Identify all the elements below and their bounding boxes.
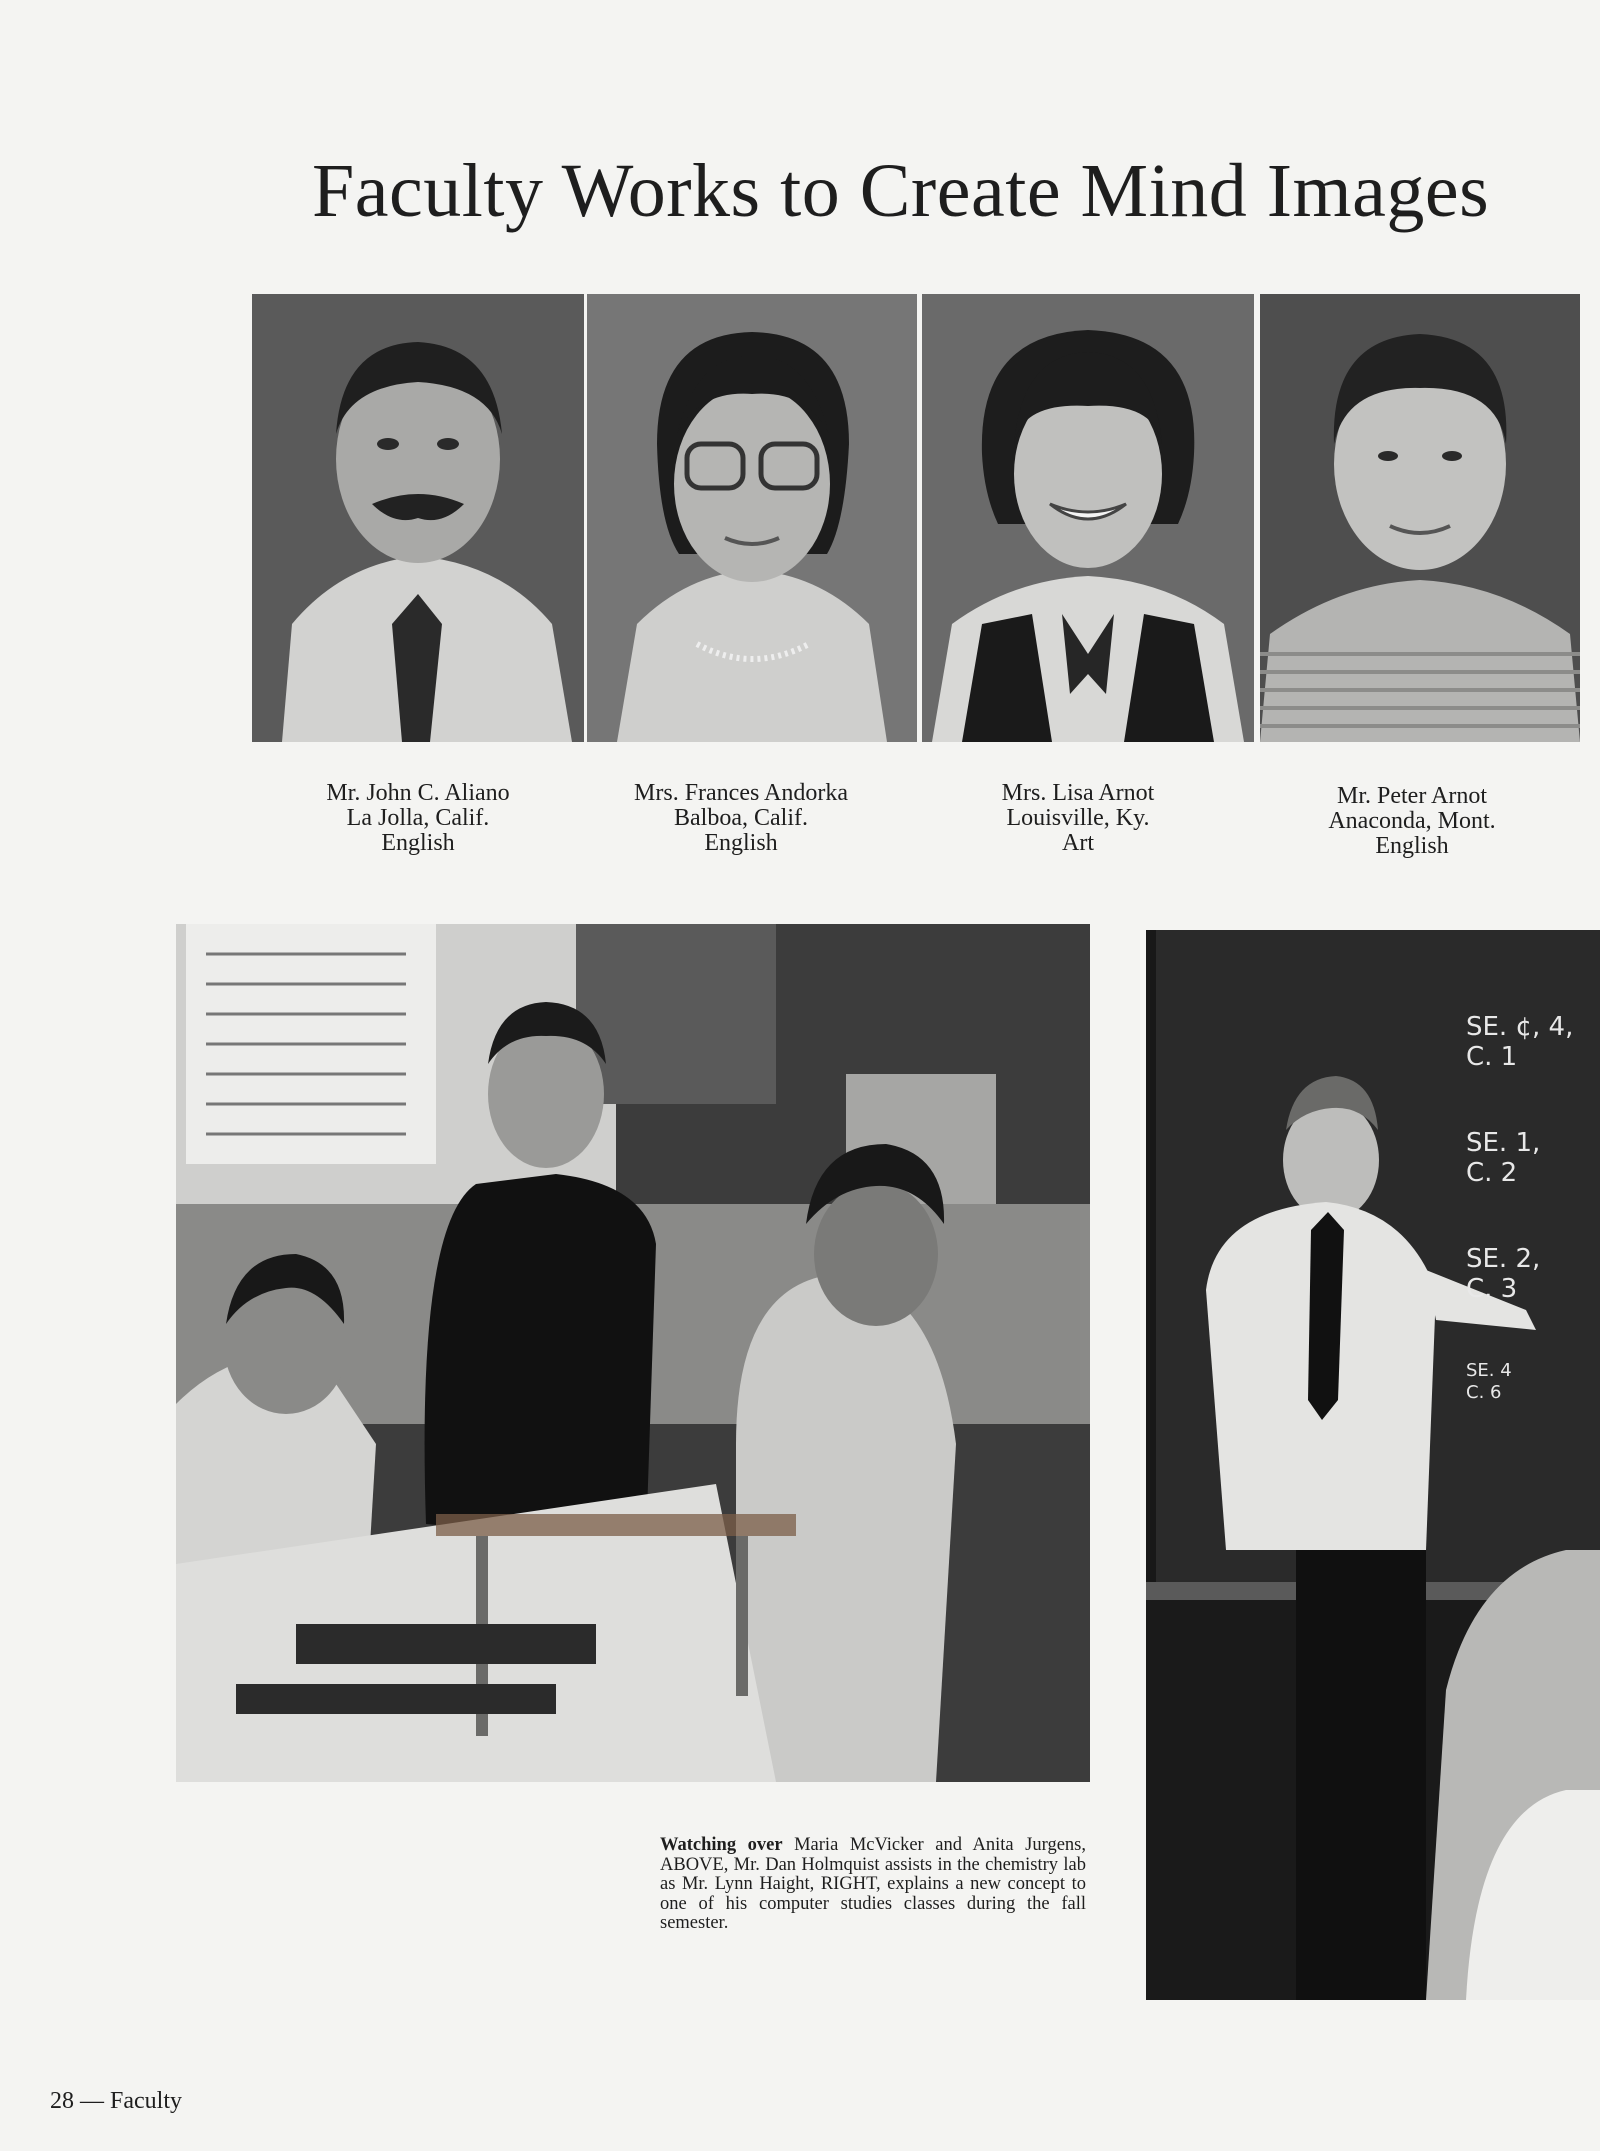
portrait-photo-aliano	[252, 294, 584, 742]
faculty-subject: English	[381, 830, 455, 856]
faculty-subject: English	[704, 830, 778, 856]
chalk-line: C. 1	[1466, 1042, 1518, 1072]
caption-lead: Watching over	[660, 1835, 783, 1855]
chalkboard-writing	[1466, 1012, 1600, 1404]
chalk-line: C. 6	[1466, 1382, 1502, 1403]
faculty-name: Mr. John C. Aliano	[326, 780, 510, 806]
portrait-caption-3	[912, 781, 1244, 856]
chalk-line: SE. 4	[1466, 1360, 1512, 1381]
chalk-line: C. 2	[1466, 1158, 1518, 1188]
portrait-caption-1	[252, 781, 584, 856]
chemistry-lab-photo	[176, 924, 1090, 1782]
faculty-name: Mr. Peter Arnot	[1337, 783, 1487, 809]
chalk-line: C. 3	[1466, 1274, 1518, 1304]
computer-class-photo	[1146, 930, 1600, 2000]
faculty-hometown: Louisville, Ky.	[1006, 805, 1150, 831]
chalk-line: SE. ¢, 4,	[1466, 1012, 1574, 1042]
faculty-hometown: La Jolla, Calif.	[346, 805, 490, 831]
portrait-photo-andorka	[587, 294, 917, 742]
portrait-photo-peter-arnot	[1260, 294, 1580, 742]
chalk-line: SE. 2,	[1466, 1244, 1541, 1274]
faculty-name: Mrs. Lisa Arnot	[1001, 780, 1155, 806]
portrait-caption-4	[1246, 784, 1578, 859]
photo-caption	[660, 1836, 1086, 1934]
faculty-subject: English	[1375, 833, 1449, 859]
caption-text: Maria McVicker and Anita Jurgens, ABOVE, Mr. Dan Holmquist assists in the chemistry lab as Mr. Lynn Haight, RIGHT, explains a new concept to one of his computer studies classes during the fall semester.	[660, 1835, 1086, 1933]
faculty-hometown: Anaconda, Mont.	[1328, 808, 1496, 834]
chalk-line: SE. 1,	[1466, 1128, 1541, 1158]
portrait-caption-2	[575, 781, 907, 856]
portrait-photo-lisa-arnot	[922, 294, 1254, 742]
page-folio: 28 — Faculty	[50, 2088, 182, 2114]
faculty-hometown: Balboa, Calif.	[674, 805, 808, 831]
faculty-name: Mrs. Frances Andorka	[634, 780, 848, 806]
page-title: Faculty Works to Create Mind Images	[312, 149, 1490, 233]
faculty-subject: Art	[1062, 830, 1094, 856]
